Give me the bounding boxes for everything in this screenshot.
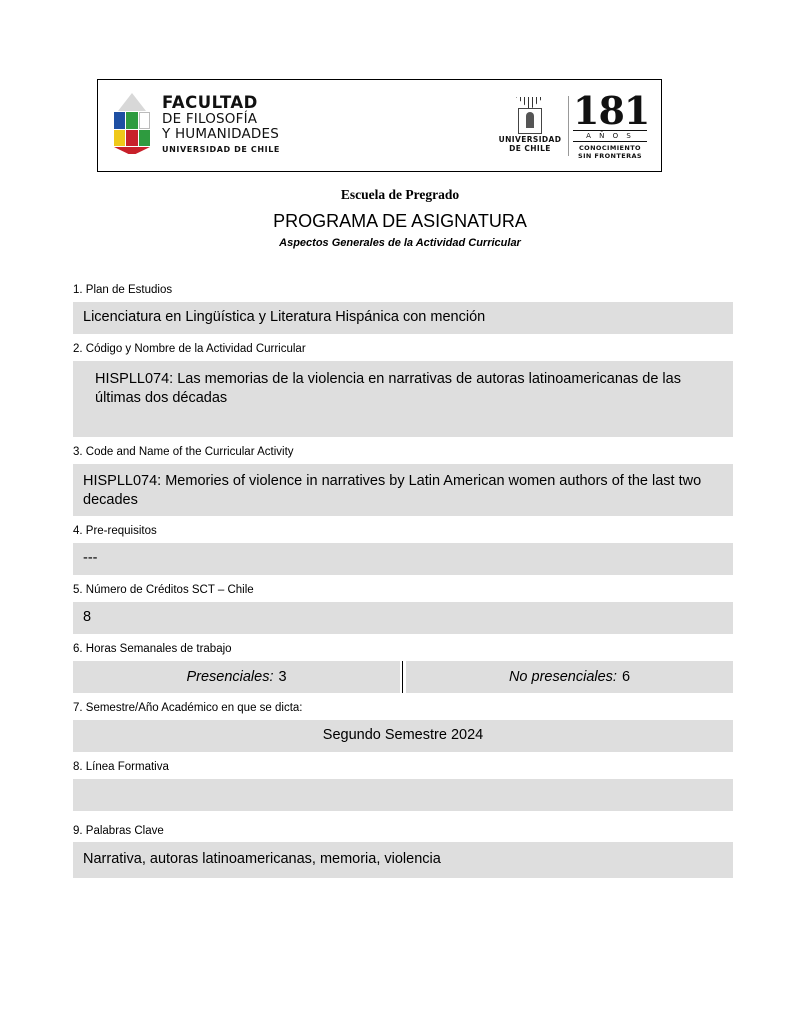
field-label-linea: 8. Línea Formativa	[73, 760, 169, 773]
fields-container	[73, 283, 733, 886]
document-title: PROGRAMA DE ASIGNATURA	[273, 211, 527, 231]
anniversary-tagline-1: CONOCIMIENTO	[579, 144, 641, 153]
field-label-horas: 6. Horas Semanales de trabajo	[73, 642, 232, 655]
field-label-prerequisitos: 4. Pre-requisitos	[73, 524, 157, 537]
faculty-line-3: Y HUMANIDADES	[162, 126, 280, 143]
field-label-plan: 1. Plan de Estudios	[73, 284, 173, 296]
field-value-plan: Licenciatura en Lingüística y Literatura Hispánica con mención	[73, 302, 733, 334]
anniversary-tagline-2: SIN FRONTERAS	[577, 152, 642, 161]
faculty-line-2: DE FILOSOFÍA	[162, 111, 258, 128]
header-logo-box	[97, 79, 662, 172]
horas-presenciales-label: Presenciales:	[186, 668, 274, 685]
horas-no-presenciales-cell	[406, 661, 733, 693]
field-label-creditos: 5. Número de Créditos SCT – Chile	[73, 583, 254, 596]
anniversary-number: 181	[573, 88, 650, 133]
emblem-figure	[518, 108, 542, 134]
crest-base	[114, 147, 150, 154]
horas-no-presenciales-label: No presenciales:	[508, 668, 617, 685]
header-divider	[568, 96, 569, 156]
field-value-linea	[73, 779, 733, 811]
field-value-palabras: Narrativa, autoras latinoamericanas, memoria, violencia	[73, 842, 733, 878]
field-value-prerequisitos: ---	[73, 543, 733, 575]
horas-divider	[400, 661, 406, 693]
field-label-codigo: 2. Código y Nombre de la Actividad Curricular	[73, 342, 306, 355]
field-value-code-en: HISPLL074: Memories of violence in narratives by Latin American women authors of the last two decades	[73, 464, 733, 516]
anniversary-years-label: A Ñ O S	[573, 130, 647, 142]
horas-no-presenciales-value: 6	[621, 668, 631, 685]
university-emblem-icon	[513, 97, 547, 133]
crest-color-grid	[114, 112, 150, 146]
horas-presenciales-cell	[73, 661, 400, 693]
field-label-semestre: 7. Semestre/Año Académico en que se dicta:	[73, 701, 303, 714]
horas-presenciales-value: 3	[278, 668, 287, 685]
university-name-line-2: DE CHILE	[509, 144, 551, 154]
crest-shield-top	[118, 93, 146, 111]
faculty-line-1: FACULTAD	[162, 93, 258, 112]
header-inner	[98, 80, 661, 171]
school-title: Escuela de Pregrado	[340, 187, 460, 202]
faculty-crest-icon	[112, 93, 152, 155]
faculty-line-4: UNIVERSIDAD DE CHILE	[162, 144, 280, 154]
university-name-line-1: UNIVERSIDAD	[498, 135, 562, 144]
field-value-horas	[73, 661, 733, 693]
anniversary-logo	[573, 88, 650, 161]
faculty-wordmark	[162, 94, 280, 154]
field-label-palabras: 9. Palabras Clave	[73, 824, 164, 837]
field-value-codigo: HISPLL074: Las memorias de la violencia en narrativas de autoras latinoamericanas de las últimas dos décadas	[73, 361, 733, 437]
document-subtitle: Aspectos Generales de la Actividad Curricular	[279, 237, 521, 249]
university-logo	[497, 97, 563, 157]
field-label-code-en: 3. Code and Name of the Curricular Activity	[73, 445, 294, 458]
field-value-semestre: Segundo Semestre 2024	[73, 720, 733, 752]
field-value-creditos: 8	[73, 602, 733, 634]
